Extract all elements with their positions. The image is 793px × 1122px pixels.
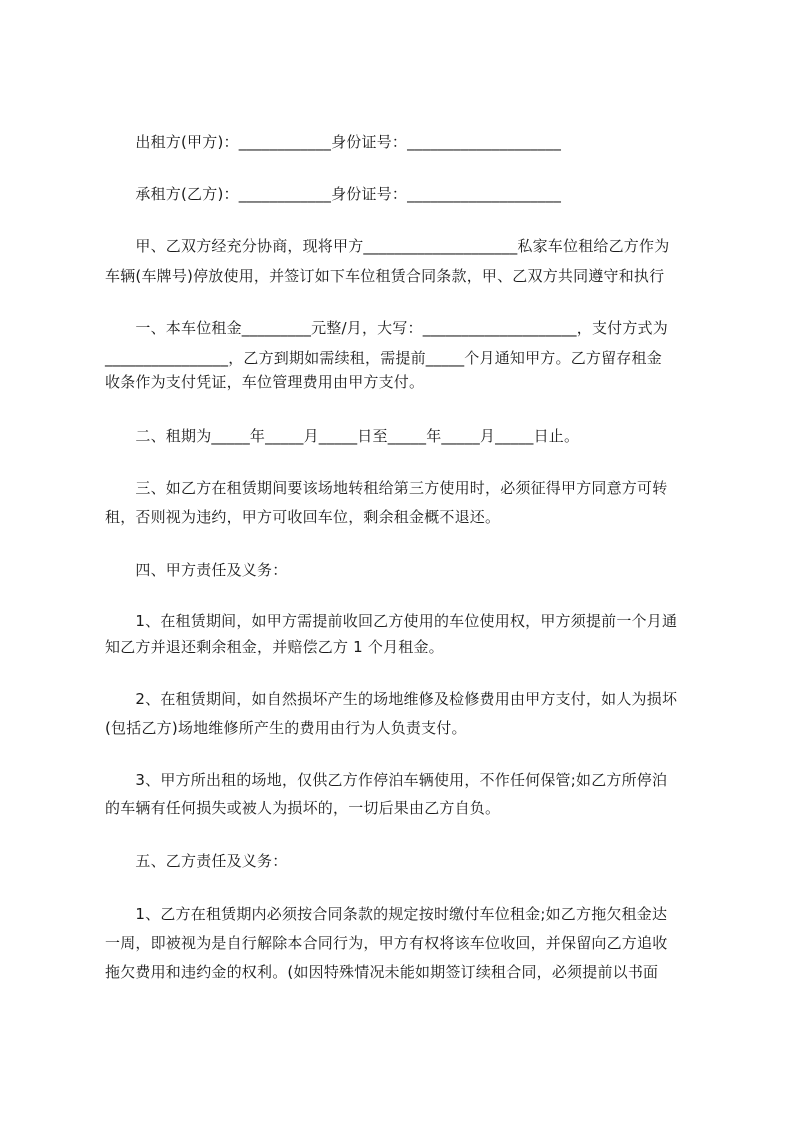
section-4-item-3-line-1: 3、甲方所出租的场地，仅供乙方作停泊车辆使用，不作任何保管;如乙方所停泊 <box>105 771 668 789</box>
clause-1-line-1: 一、本车位租金_________元整/月，大写：____________________，支付方式为 <box>105 319 668 337</box>
intro-line-1: 甲、乙双方经充分协商，现将甲方____________________私家车位租给乙方作为 <box>105 237 670 255</box>
section-4-item-1-line-2: 知乙方并退还剩余租金，并赔偿乙方 1 个月租金。 <box>105 638 444 656</box>
section-4-item-2-line-2: (包括乙方)场地维修所产生的费用由行为人负责支付。 <box>105 719 467 737</box>
section-4-item-3-line-2: 的车辆有任何损失或被人为损坏的，一切后果由乙方自负。 <box>105 799 501 817</box>
clause-1-line-3: 收条作为支付凭证，车位管理费用由甲方支付。 <box>105 373 425 391</box>
section-4-heading: 四、甲方责任及义务： <box>105 561 288 579</box>
lessor-line: 出租方(甲方)：____________身份证号：____________________ <box>105 133 562 151</box>
clause-1-line-2: ________________，乙方到期如需续租，需提前_____个月通知甲方。乙方留存租金 <box>105 349 662 367</box>
section-4-item-1-line-1: 1、在租赁期间，如甲方需提前收回乙方使用的车位使用权，甲方须提前一个月通 <box>105 612 678 630</box>
section-5-item-1-line-2: 一周，即被视为是自行解除本合同行为，甲方有权将该车位收回，并保留向乙方追收 <box>105 934 668 952</box>
section-4-item-2-line-1: 2、在租赁期间，如自然损坏产生的场地维修及检修费用由甲方支付，如人为损坏 <box>105 690 678 708</box>
clause-3-line-1: 三、如乙方在租赁期间要该场地转租给第三方使用时，必须征得甲方同意方可转 <box>105 479 668 497</box>
section-5-item-1-line-3: 拖欠费用和违约金的权利。(如因特殊情况未能如期签订续租合同，必须提前以书面 <box>105 963 659 981</box>
lessee-line: 承租方(乙方)：____________身份证号：____________________ <box>105 185 562 203</box>
clause-3-line-2: 租，否则视为违约，甲方可收回车位，剩余租金概不退还。 <box>105 508 501 526</box>
section-5-heading: 五、乙方责任及义务： <box>105 852 288 870</box>
intro-line-2: 车辆(车牌号)停放使用，并签订如下车位租赁合同条款，甲、乙双方共同遵守和执行 <box>105 267 665 285</box>
section-5-item-1-line-1: 1、乙方在租赁期内必须按合同条款的规定按时缴付车位租金;如乙方拖欠租金达 <box>105 905 668 923</box>
clause-2-line: 二、租期为_____年_____月_____日至_____年_____月_____日止。 <box>105 427 580 445</box>
